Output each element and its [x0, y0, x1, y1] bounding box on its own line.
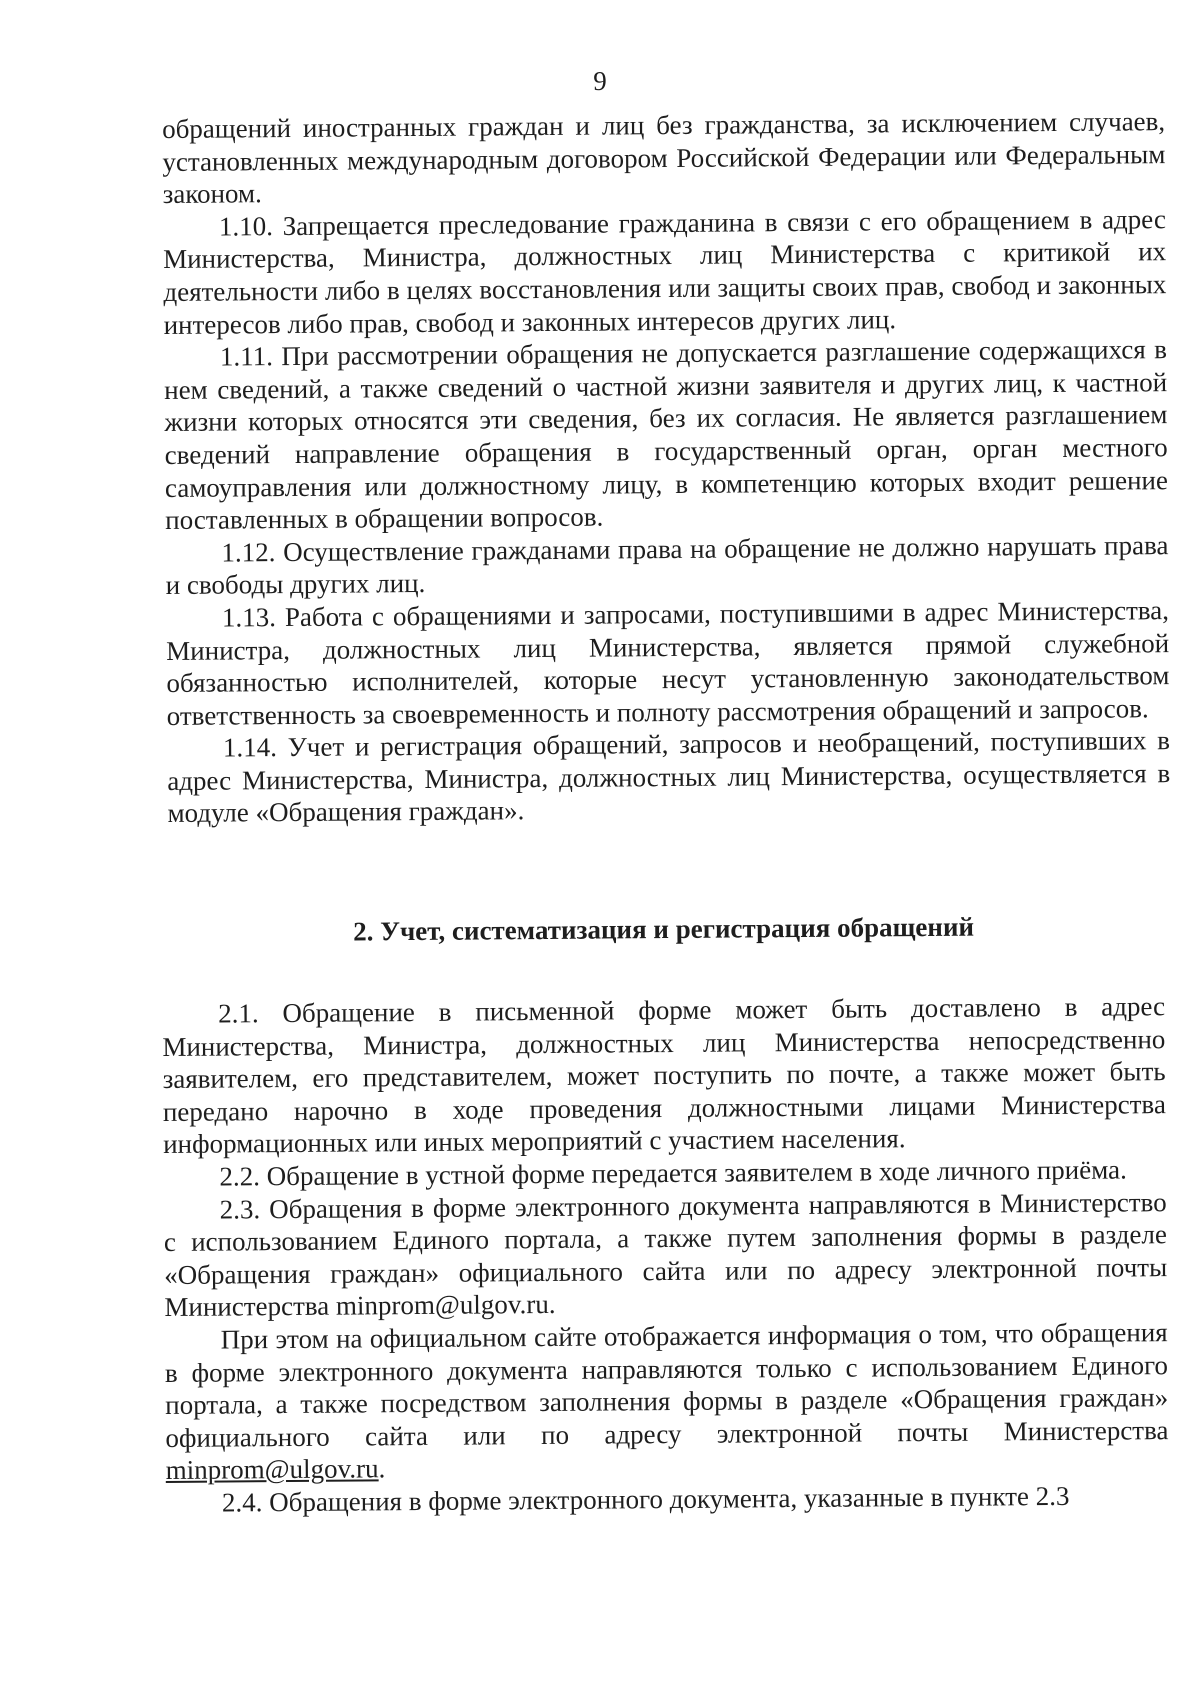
- paragraph-1-12: 1.12. Осуществление гражданами права на обращение не должно нарушать права и свободы других лиц.: [165, 529, 1169, 601]
- paragraph-2-3-note-text: При этом на официальном сайте отображается информация о том, что обращения в форме электронного документа направляются только с использованием Единого портала, а также посредством заполнения формы в разделе «Обращения граждан» официального сайта или по адресу электронной почты Министерства: [164, 1317, 1169, 1453]
- paragraph-2-4: 2.4. Обращения в форме электронного документа, указанные в пункте 2.3: [221, 1480, 1070, 1518]
- paragraph-2-1: 2.1. Обращение в письменной форме может быть доставлено в адрес Министерства, Министра, должностных лиц Министерства непосредственно заявителем, его представителем, может поступить по почте, а также может быть передано нарочно в ходе проведения должностными лицами Министерства информационных или иных мероприятий с участием населения.: [162, 991, 1166, 1160]
- email-link[interactable]: minprom@ulgov.ru: [165, 1453, 379, 1486]
- paragraph-1-11: 1.11. При рассмотрении обращения не допускается разглашение содержащихся в нем сведений, а также сведений о частной жизни заявителя и других лиц, к частной жизни которых относятся эти сведения, без их согласия. Не является разглашением сведений направление обращения в государственный орган, орган местного самоуправления или должностному лицу, в компетенцию которых входит решение поставленных в обращении вопросов.: [164, 334, 1169, 536]
- paragraph-1-13: 1.13. Работа с обращениями и запросами, поступившими в адрес Министерства, Министра, должностных лиц Министерства, является прямой служебной обязанностью исполнителей, которые несут установленную законодательством ответственность за своевременность и полноту рассмотрения обращений и запросов.: [166, 595, 1170, 731]
- paragraph-1-9-continuation: обращений иностранных граждан и лиц без гражданства, за исключением случаев, установленных международным договором Российской Федерации или Федеральным законом.: [162, 106, 1166, 210]
- page-number: 9: [593, 66, 607, 96]
- section-1-continuation: [162, 105, 1171, 830]
- section-2-heading: 2. Учет, систематизация и регистрация обращений: [353, 911, 975, 947]
- section-2-body: [162, 990, 1169, 1519]
- paragraph-2-2: 2.2. Обращение в устной форме передается заявителем в ходе личного приёма.: [219, 1154, 1127, 1192]
- paragraph-1-14: 1.14. Учет и регистрация обращений, запросов и необращений, поступивших в адрес Министерства, Министра, должностных лиц Министерства, осуществляется в модуле «Обращения граждан».: [167, 725, 1171, 829]
- paragraph-2-3-note-end: .: [378, 1453, 386, 1484]
- paragraph-2-3: 2.3. Обращения в форме электронного документа направляются в Министерство с использованием Единого портала, а также путем заполнения формы в разделе «Обращения граждан» официального сайта или по адресу электронной почты Министерства minprom@ulgov.ru.: [163, 1186, 1168, 1323]
- paragraph-2-3-note: [165, 1316, 1169, 1487]
- paragraph-1-10: 1.10. Запрещается преследование гражданина в связи с его обращением в адрес Министерства, Министра, должностных лиц Министерства с критикой их деятельности либо в целях восстановления или защиты своих прав, свобод и законных интересов либо прав, свобод и законных интересов других лиц.: [163, 203, 1167, 340]
